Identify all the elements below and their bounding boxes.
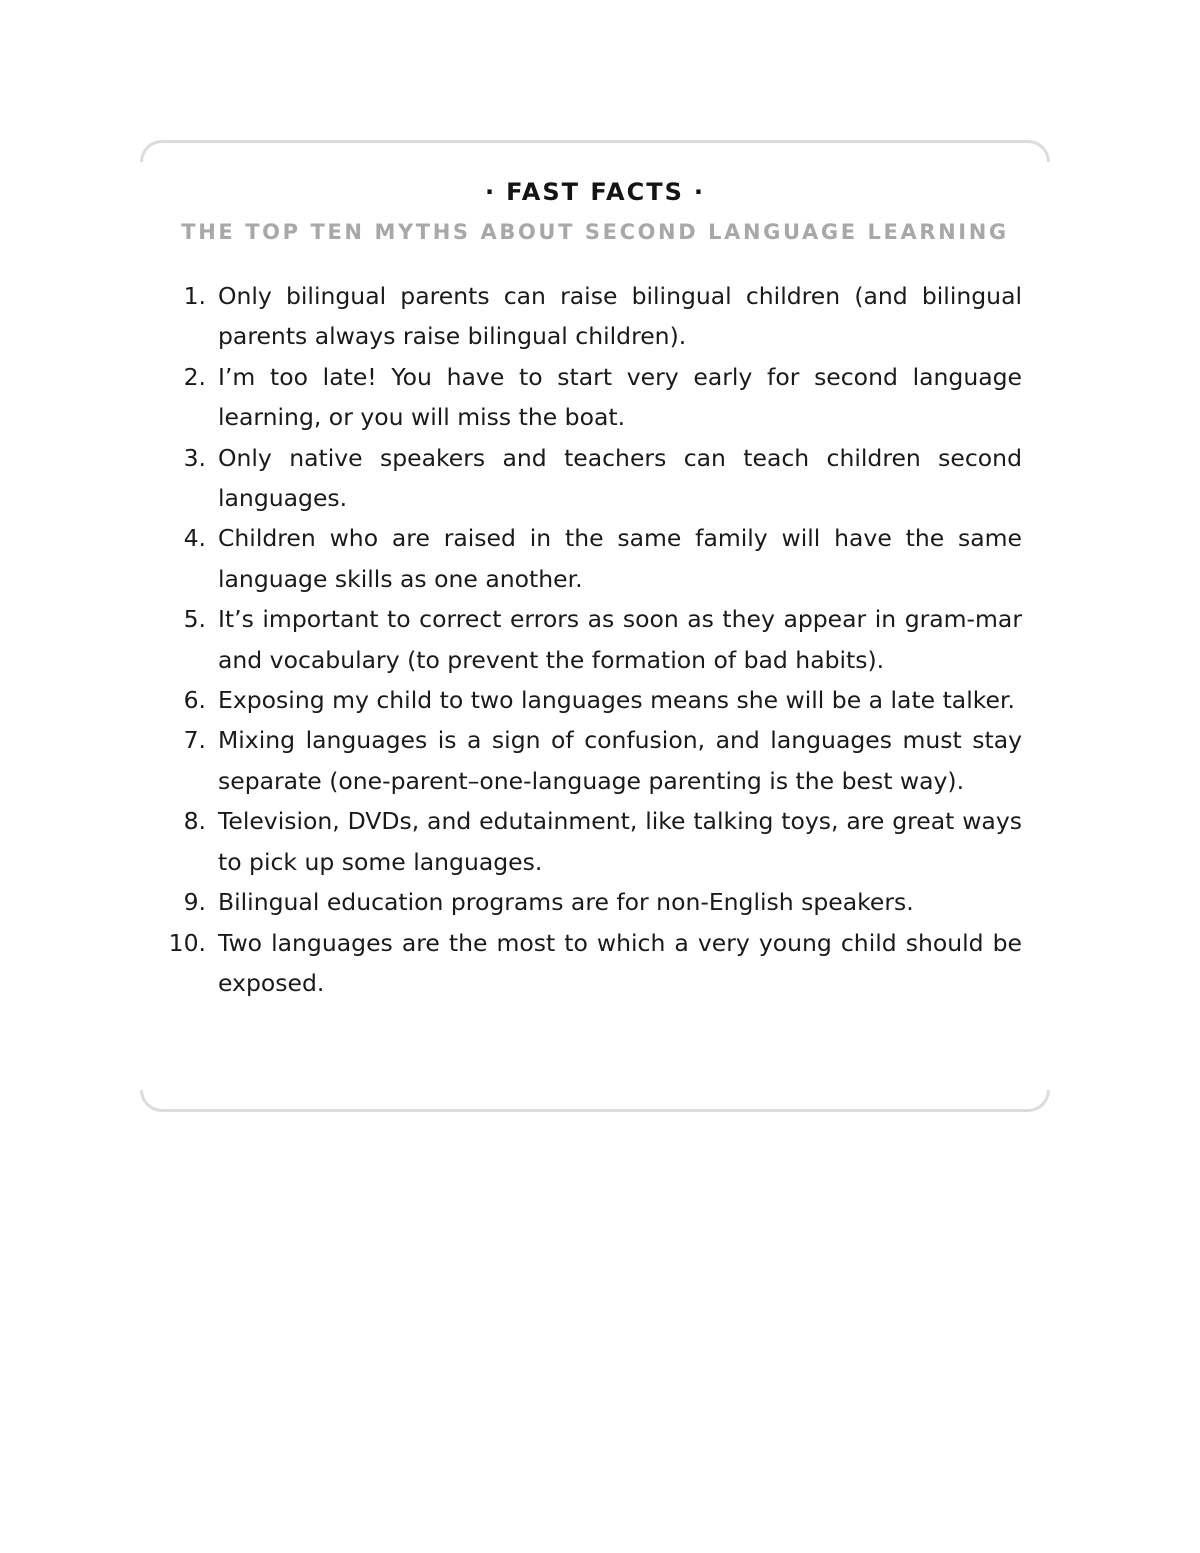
list-item-text: It’s important to correct errors as soon as they appear in gram-mar and vocabulary (to prevent the formation of bad habits). — [218, 605, 1022, 674]
list-item-number: 1. — [183, 282, 206, 310]
list-item-number: 9. — [183, 888, 206, 917]
list-item-text: Children who are raised in the same family will have the same language skills as one another. — [218, 524, 1022, 593]
list-item-number: 5. — [183, 605, 206, 634]
list-item-number: 4. — [183, 524, 206, 553]
list-item-number: 7. — [183, 726, 206, 755]
list-item — [160, 599, 1022, 680]
box-frame-top — [140, 140, 1050, 162]
list-item — [160, 720, 1022, 801]
list-item-text: Bilingual education programs are for non-English speakers. — [218, 888, 914, 917]
list-item-number: 10. — [168, 928, 206, 957]
list-item-number: 8. — [183, 807, 206, 836]
list-item — [160, 923, 1022, 1004]
list-item-number: 3. — [183, 443, 206, 472]
list-item-number: 2. — [183, 362, 206, 391]
bullet-right: · — [693, 178, 705, 206]
myths-list — [160, 276, 1022, 1003]
list-item — [160, 357, 1022, 438]
list-item — [160, 680, 1022, 720]
list-item — [160, 438, 1022, 519]
list-item — [160, 882, 1022, 922]
list-item — [160, 276, 1022, 357]
box-frame-bottom — [140, 1090, 1050, 1112]
list-item-text: Two languages are the most to which a very young child should be exposed. — [218, 928, 1022, 997]
list-item — [160, 801, 1022, 882]
list-item — [160, 518, 1022, 599]
fast-facts-box — [140, 140, 1050, 1112]
fast-facts-title: FAST FACTS — [506, 178, 684, 206]
list-item-text: Television, DVDs, and edutainment, like talking toys, are great ways to pick up some languages. — [218, 807, 1022, 876]
list-item-text: Only bilingual parents can raise bilingual children (and bilingual parents always raise bilingual children). — [218, 282, 1022, 351]
fast-facts-heading — [140, 178, 1050, 206]
list-item-text: Mixing languages is a sign of confusion, and languages must stay separate (one-parent–one-language parenting is the best way). — [218, 726, 1022, 795]
list-item-text: Only native speakers and teachers can teach children second languages. — [218, 443, 1022, 513]
list-item-text: Exposing my child to two languages means she will be a late talker. — [218, 686, 1015, 715]
bullet-left: · — [485, 178, 497, 206]
list-item-number: 6. — [183, 686, 206, 715]
list-item-text: I’m too late! You have to start very early for second language learning, or you will miss the boat. — [218, 362, 1022, 432]
myths-subtitle: THE TOP TEN MYTHS ABOUT SECOND LANGUAGE LEARNING — [181, 220, 1009, 244]
